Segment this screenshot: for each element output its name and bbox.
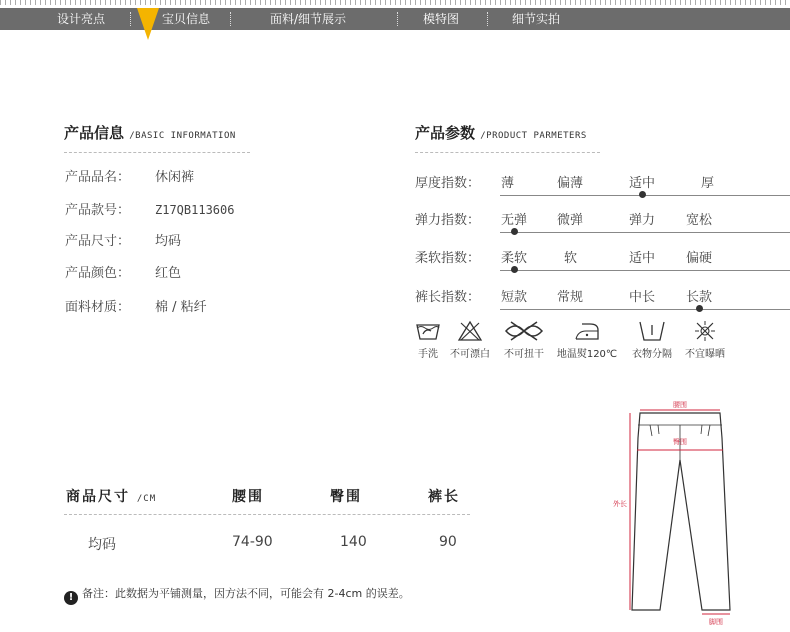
note-text: 备注：此数据为平铺测量，因方法不同，可能会有 2-4cm 的误差。: [82, 587, 410, 600]
size-table-heading: 商品尺寸: [66, 489, 130, 505]
param-option: 弹力: [629, 213, 656, 228]
care-item-hand-wash: [413, 320, 443, 360]
nav-item-model[interactable]: 模特图: [423, 12, 460, 26]
param-key: 裤长指数：: [415, 290, 481, 305]
param-key: 柔软指数：: [415, 251, 481, 266]
waist-measure-label: 腰围: [673, 401, 687, 409]
param-option: 适中: [629, 176, 656, 191]
product-info-subtitle: /BASIC INFORMATION: [129, 131, 236, 141]
param-option: 适中: [629, 251, 656, 266]
size-cell-hip: 140: [340, 534, 367, 550]
param-option: 中长: [629, 290, 656, 305]
hip-measure-label: 臀围: [673, 438, 687, 446]
exclamation-icon: !: [64, 591, 78, 605]
hem-measure-label: 脚围: [709, 618, 723, 626]
param-selected-dot: [511, 266, 518, 273]
nav-separator: [397, 12, 398, 26]
param-option: 偏薄: [557, 176, 584, 191]
size-header-length: 裤长: [428, 489, 460, 505]
size-header-hip: 臀围: [330, 489, 362, 505]
nav-item-details[interactable]: 细节实拍: [512, 12, 561, 26]
product-params-title: [415, 122, 587, 143]
size-cell-length: 90: [439, 534, 457, 550]
care-label: 手洗: [418, 349, 438, 360]
info-value: 棉 / 粘纤: [155, 300, 207, 315]
measurement-note: [64, 585, 410, 605]
care-item-iron: [556, 320, 618, 360]
param-option: 偏硬: [686, 251, 713, 266]
care-item-no-wring: [500, 320, 548, 360]
size-header-waist: 腰围: [232, 489, 264, 505]
info-row-color: [65, 262, 181, 281]
no-wring-icon: [503, 320, 545, 342]
info-key: 产品品名：: [65, 170, 131, 185]
param-option: 厚: [701, 176, 715, 191]
length-measure-label: 外长: [613, 500, 627, 508]
product-info-heading: 产品信息: [64, 124, 125, 142]
size-cell-waist: 74-90: [232, 534, 273, 550]
param-option: 软: [564, 251, 578, 266]
top-decor-line: [0, 0, 790, 5]
param-row-length: [415, 286, 715, 316]
care-label: 不可扭干: [504, 349, 544, 360]
care-label: 不宜曝晒: [685, 349, 725, 360]
param-selected-dot: [511, 228, 518, 235]
nav-item-fabric[interactable]: 面料/细节展示: [270, 12, 347, 26]
product-info-title: [64, 122, 236, 143]
param-option: 短款: [501, 290, 528, 305]
param-key: 弹力指数：: [415, 213, 481, 228]
param-option: 长款: [686, 290, 713, 305]
nav-separator: [230, 12, 231, 26]
param-key: 厚度指数：: [415, 176, 481, 191]
current-section-marker: [137, 8, 159, 40]
care-item-separate: [626, 320, 678, 360]
info-row-name: [65, 166, 194, 185]
separate-wash-icon: [637, 320, 667, 342]
info-row-size: [65, 230, 181, 249]
param-option: 常规: [557, 290, 584, 305]
param-option: 薄: [501, 176, 515, 191]
param-slider-track: [500, 232, 790, 233]
param-option: 宽松: [686, 213, 713, 228]
nav-separator: [487, 12, 488, 26]
size-table-title: [66, 486, 156, 506]
info-key: 面料材质：: [65, 300, 131, 315]
info-row-material: [65, 296, 207, 315]
info-value: 红色: [155, 266, 182, 281]
iron-low-icon: [572, 320, 602, 342]
param-slider-track: [500, 270, 790, 271]
nav-bar: [0, 8, 790, 30]
pants-measure-diagram: [610, 398, 740, 628]
nav-item-highlights[interactable]: 设计亮点: [57, 12, 106, 26]
param-option: 微弹: [557, 213, 584, 228]
param-option: 无弹: [501, 213, 528, 228]
care-label: 衣物分隔: [632, 349, 672, 360]
no-bleach-icon: [457, 320, 483, 342]
divider: [64, 152, 250, 153]
info-key: 产品颜色：: [65, 266, 131, 281]
param-selected-dot: [639, 191, 646, 198]
param-option: 柔软: [501, 251, 528, 266]
size-cell-label: 均码: [88, 537, 116, 553]
care-label: 不可漂白: [450, 349, 490, 360]
info-value: 均码: [155, 234, 182, 249]
nav-separator: [130, 12, 131, 26]
divider: [415, 152, 600, 153]
product-params-subtitle: /PRODUCT PARMETERS: [480, 131, 587, 141]
care-item-no-sun: [681, 320, 729, 360]
param-row-thickness: [415, 172, 715, 202]
nav-item-info[interactable]: 宝贝信息: [162, 12, 211, 26]
hand-wash-icon: [415, 320, 441, 342]
size-table-unit: /CM: [136, 494, 157, 504]
no-sun-dry-icon: [693, 320, 717, 342]
param-selected-dot: [696, 305, 703, 312]
info-key: 产品款号：: [65, 203, 131, 218]
divider: [64, 514, 470, 515]
param-row-softness: [415, 247, 715, 277]
info-key: 产品尺寸：: [65, 234, 131, 249]
info-value: Z17QB113606: [155, 203, 235, 217]
param-slider-track: [500, 309, 790, 310]
info-value: 休闲裤: [155, 170, 195, 185]
info-row-sku: [65, 199, 234, 218]
care-label: 地温熨120℃: [556, 349, 618, 360]
param-row-elasticity: [415, 209, 715, 239]
care-item-no-bleach: [447, 320, 493, 360]
product-params-heading: 产品参数: [415, 124, 476, 142]
